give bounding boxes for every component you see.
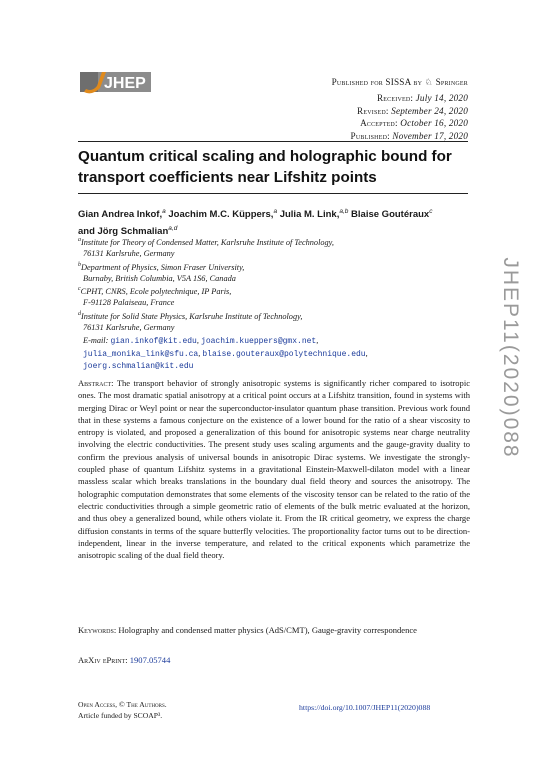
title-bottom-rule <box>78 193 468 194</box>
email-link[interactable]: joachim.kueppers@gmx.net <box>201 337 317 346</box>
arxiv-link[interactable]: 1907.05744 <box>129 655 171 665</box>
author: Julia M. Link,$^{a,b}$ <box>279 208 349 221</box>
email-link[interactable]: gian.inkof@kit.edu <box>110 337 197 346</box>
affiliation-b: $^b$Department of Physics, Simon Fraser University, Burnaby, British Columbia, V5A 1S6, Canada <box>78 261 245 283</box>
published-for-text: Published for SISSA by <box>331 77 423 87</box>
email-block: E-mail: gian.inkof@kit.edu, joachim.kueppers@gmx.net, julia_monika_link@sfu.ca, blaise.gouteraux@polytechnique.edu, joerg.schmalian@kit.edu <box>83 336 368 372</box>
jhep-logo <box>78 68 153 96</box>
abstract <box>78 377 470 561</box>
arxiv-line <box>78 655 170 665</box>
publication-info <box>332 76 468 143</box>
doi-link[interactable]: https://doi.org/10.1007/JHEP11(2020)088 <box>299 703 431 712</box>
funding-text: Article funded by SCOAP³. <box>78 711 163 720</box>
logo-text: JHEP <box>104 75 146 92</box>
affiliation-c: $^c$CPHT, CNRS, Ecole polytechnique, IP Paris, F-91128 Palaiseau, France <box>78 286 232 308</box>
affiliation-d: $^d$Institute for Solid State Physics, Karlsruhe Institute of Technology, 76131 Karlsruhe, Germany <box>78 310 303 332</box>
arxiv-label: ArXiv ePrint: <box>78 655 128 665</box>
abstract-label: Abstract: <box>78 378 114 388</box>
keywords-label: Keywords: <box>78 625 117 635</box>
footer-license <box>78 699 167 721</box>
author: Blaise Goutéraux$^c$ <box>351 208 433 221</box>
sidebar-article-id <box>495 228 525 488</box>
email-label: E-mail: <box>83 336 109 345</box>
author: Gian Andrea Inkof,$^a$ <box>78 208 166 221</box>
affiliations <box>78 235 470 333</box>
published-for-line <box>332 76 468 89</box>
email-link[interactable]: blaise.gouteraux@polytechnique.edu <box>202 349 366 359</box>
springer-horse-icon: ♘ <box>424 77 434 87</box>
publisher-name: Springer <box>435 77 468 87</box>
title-top-rule <box>78 141 468 142</box>
date-received: Received: July 14, 2020 <box>376 92 468 103</box>
date-accepted: Accepted: October 16, 2020 <box>360 118 468 129</box>
open-access-text: Open Access, © The Authors. <box>78 700 167 709</box>
email-link[interactable]: joerg.schmalian@kit.edu <box>83 362 194 372</box>
abstract-text: The transport behavior of strongly anisotropic systems is significantly richer compared to isotropic ones. The most dramatic spatial anisotropy at a critical point occurs at a Lifshitz transition, found in systems with merging Dirac or Weyl point or near the superconductor-insulator quantum phase transition. Previous work found that in these systems a famous conjecture on the existence of a lower bound for the ratio of a shear viscosity to entropy is violated, and proposed a generalization of this bound for anisotropic systems near charge neutrality involving the electric conductivities. The present study uses scaling arguments and the gauge-gravity duality to confirm the previous analysis of universal bounds in anisotropic Dirac systems. We investigate the strongly-coupled phase of quantum Lifshitz systems in a gravitational Einstein-Maxwell-dilaton model with a linear massless scalar which breaks translations in the boundary dual field theory and sources the anisotropy. The holographic computation demonstrates that some elements of the viscosity tensor can be related to the ratio of the electric conductivities through a simple geometric ratio of elements of the bulk metric evaluated at the horizon, and thus obey a generalized bound, while others violate it. From the IR critical geometry, we express the charge diffusion constants in terms of the square butterfly velocities. The proportionality factor turns out to be direction-independent, linear in the inverse temperature, and related to the critical exponents which parametrize the anisotropic scaling of the dual field theory. <box>78 378 470 561</box>
date-published: Published: November 17, 2020 <box>350 131 468 142</box>
email-link[interactable]: julia_monika_link@sfu.ca <box>83 349 199 359</box>
date-revised: Revised: September 24, 2020 <box>357 105 468 116</box>
doi-line <box>299 703 430 712</box>
sidebar-id-text: JHEP11(2020)088 <box>499 257 522 459</box>
author: Joachim M.C. Küppers,$^a$ <box>168 208 278 221</box>
affiliation-a: $^a$Institute for Theory of Condensed Matter, Karlsruhe Institute of Technology, 76131 Karlsruhe, Germany <box>78 237 334 259</box>
keywords <box>78 624 470 636</box>
author: and Jörg Schmalian$^{a,d}$ <box>78 225 178 238</box>
paper-title: Quantum critical scaling and holographic bound for transport coefficients near Lifshitz points <box>78 148 452 186</box>
keywords-text: Holography and condensed matter physics (AdS/CMT), Gauge-gravity correspondence <box>118 625 417 635</box>
